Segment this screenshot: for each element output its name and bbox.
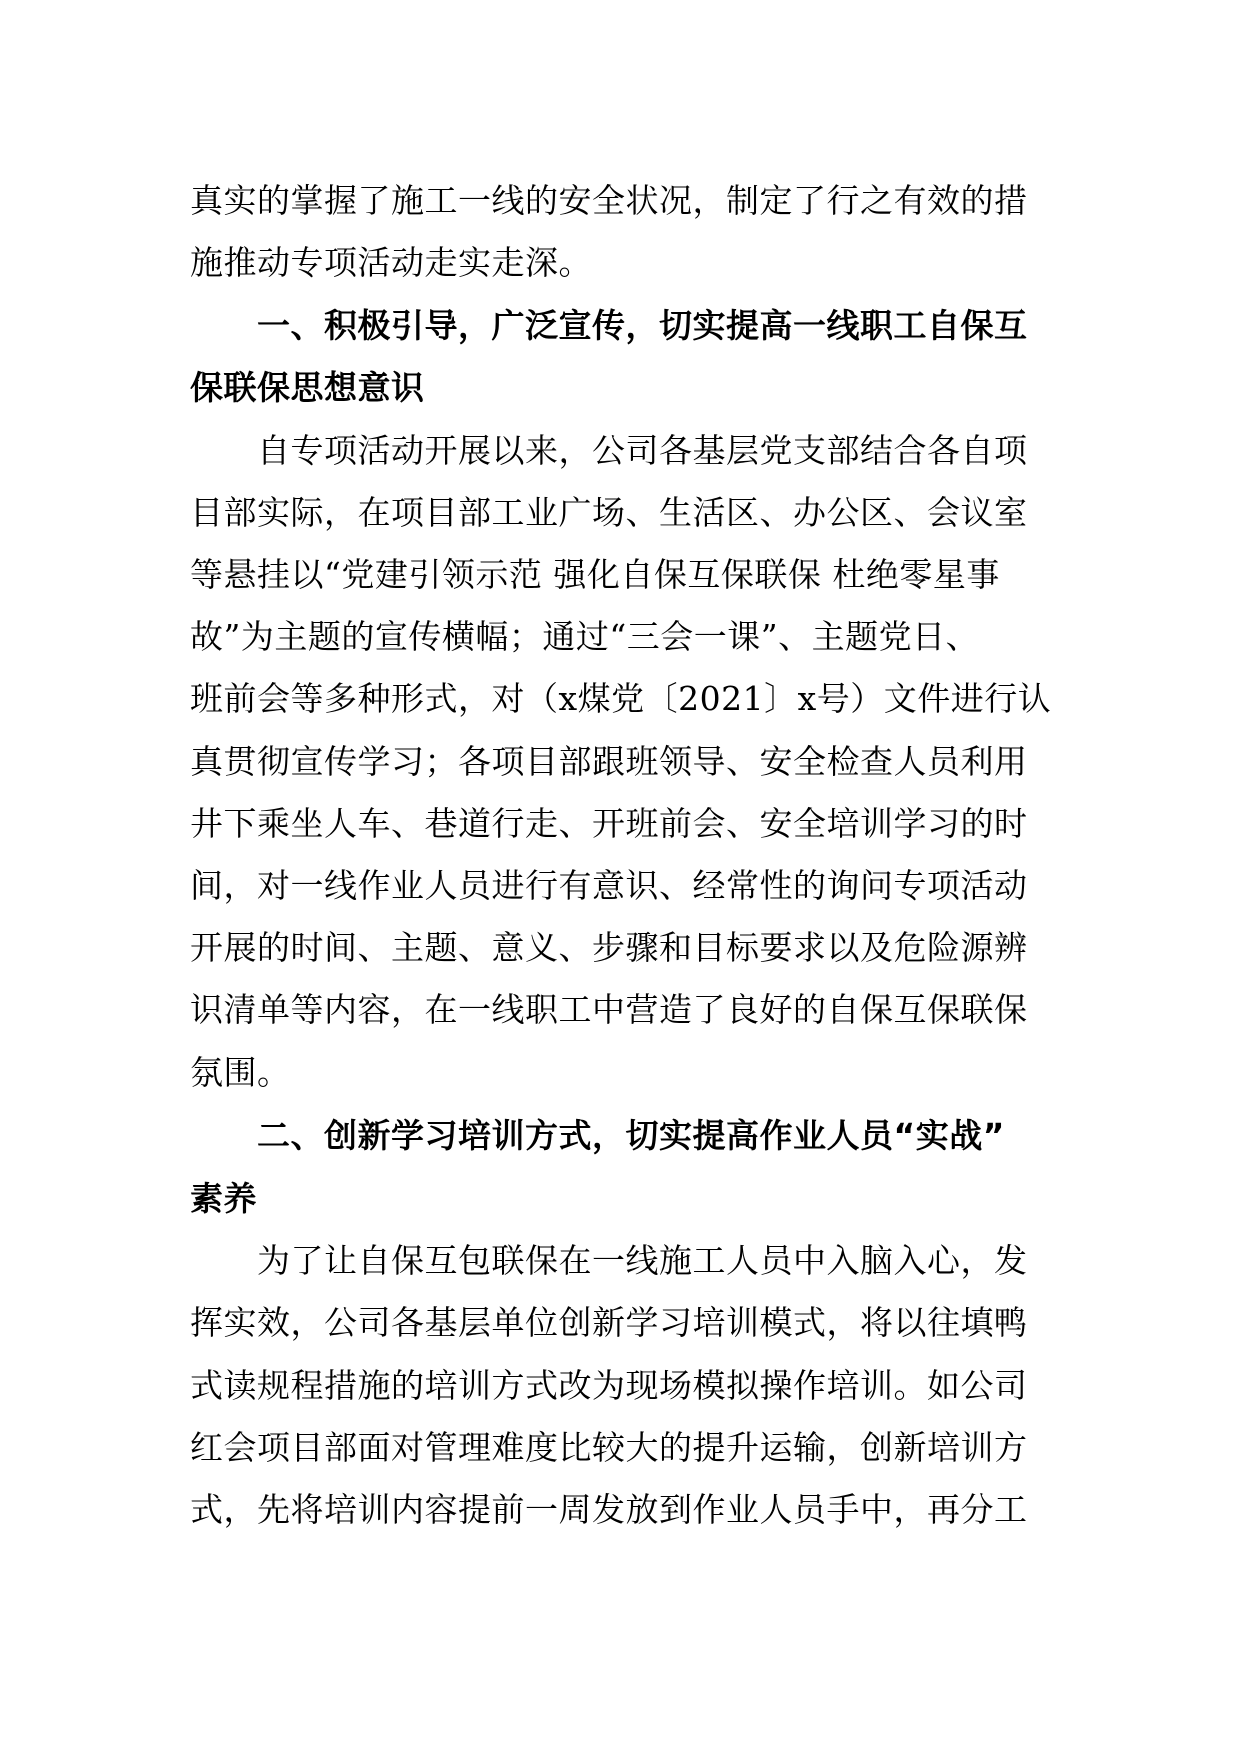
section-heading-2: 二、创新学习培训方式，切实提高作业人员“实战” [257, 1116, 1005, 1155]
paragraph-line: 等悬挂以“党建引领示范 强化自保互保联保 杜绝零星事 [190, 555, 1000, 594]
section-heading-1-cont: 保联保思想意识 [190, 368, 425, 407]
paragraph-line: 间，对一线作业人员进行有意识、经常性的询问专项活动 [190, 866, 1028, 905]
paragraph-line: 自专项活动开展以来，公司各基层党支部结合各自项 [257, 431, 1028, 470]
paragraph-line: 故”为主题的宣传横幅；通过“三会一课”、主题党日、 [190, 617, 980, 656]
paragraph-line: 氛围。 [190, 1053, 291, 1092]
paragraph-line: 目部实际，在项目部工业广场、生活区、办公区、会议室 [190, 493, 1028, 532]
paragraph-line: 式，先将培训内容提前一周发放到作业人员手中，再分工 [190, 1490, 1028, 1529]
paragraph-line: 挥实效，公司各基层单位创新学习培训模式，将以往填鸭 [190, 1303, 1028, 1342]
paragraph-line: 班前会等多种形式，对（x煤党〔2021〕x号）文件进行认 [190, 679, 1052, 718]
paragraph-line: 井下乘坐人车、巷道行走、开班前会、安全培训学习的时 [190, 804, 1028, 843]
paragraph-line: 开展的时间、主题、意义、步骤和目标要求以及危险源辨 [190, 928, 1028, 967]
paragraph-line: 识清单等内容，在一线职工中营造了良好的自保互保联保 [190, 990, 1028, 1029]
paragraph-line: 施推动专项活动走实走深。 [190, 243, 592, 282]
paragraph-line: 为了让自保互包联保在一线施工人员中入脑入心，发 [257, 1241, 1028, 1280]
section-heading-2-cont: 素养 [190, 1179, 257, 1218]
paragraph-line: 真实的掌握了施工一线的安全状况，制定了行之有效的措 [190, 181, 1028, 220]
paragraph-line: 真贯彻宣传学习；各项目部跟班领导、安全检查人员利用 [190, 742, 1028, 781]
section-heading-1: 一、积极引导，广泛宣传，切实提高一线职工自保互 [257, 306, 1028, 345]
paragraph-line: 式读规程措施的培训方式改为现场模拟操作培训。如公司 [190, 1366, 1028, 1405]
paragraph-line: 红会项目部面对管理难度比较大的提升运输，创新培训方 [190, 1428, 1028, 1467]
